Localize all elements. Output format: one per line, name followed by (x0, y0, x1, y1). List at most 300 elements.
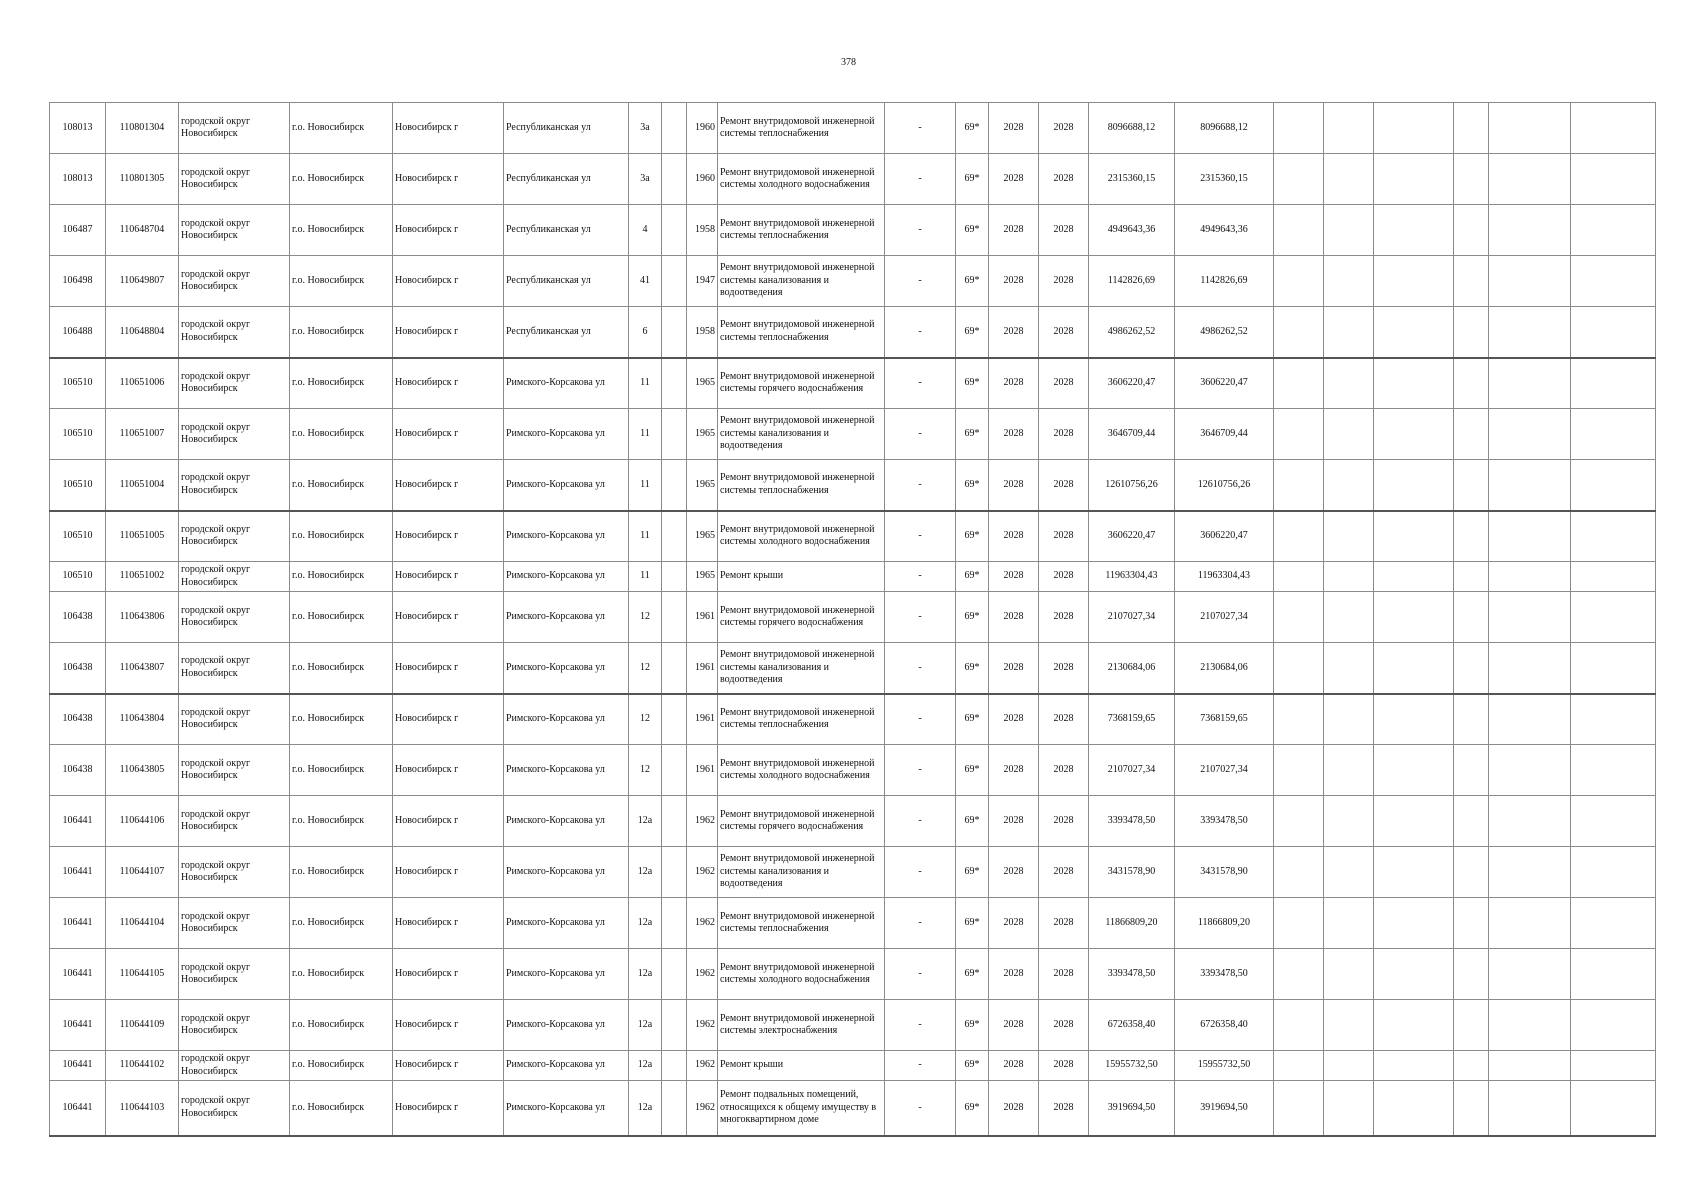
cell-end: 2028 (1039, 256, 1089, 307)
cell-empty (1454, 256, 1489, 307)
cell-year: 1961 (687, 745, 718, 796)
cell-end: 2028 (1039, 796, 1089, 847)
cell-letter (662, 643, 687, 694)
cell-start: 2028 (989, 103, 1039, 154)
cell-code: 110644103 (106, 1081, 179, 1136)
cell-cost: 1142826,69 (1089, 256, 1175, 307)
cell-work: Ремонт крыши (718, 1051, 885, 1081)
cell-municipality: городской округ Новосибирск (179, 256, 290, 307)
cell-settlement: г.о. Новосибирск (290, 745, 393, 796)
cell-cost: 3919694,50 (1089, 1081, 1175, 1136)
cell-work: Ремонт внутридомовой инженерной системы горячего водоснабжения (718, 358, 885, 409)
cell-work: Ремонт внутридомовой инженерной системы теплоснабжения (718, 694, 885, 745)
cell-letter (662, 694, 687, 745)
cell-code: 110648804 (106, 307, 179, 358)
table-row (50, 256, 1656, 307)
cell-empty (1571, 409, 1656, 460)
cell-work: Ремонт внутридомовой инженерной системы холодного водоснабжения (718, 745, 885, 796)
cell-municipality: городской округ Новосибирск (179, 307, 290, 358)
cell-empty (1324, 796, 1374, 847)
cell-id: 106441 (50, 796, 106, 847)
cell-cost2: 2107027,34 (1175, 592, 1274, 643)
cell-cost: 7368159,65 (1089, 694, 1175, 745)
cell-house: 12а (629, 847, 662, 898)
cell-empty (1454, 1000, 1489, 1051)
cell-year: 1961 (687, 592, 718, 643)
table-row (50, 898, 1656, 949)
cell-empty (1374, 460, 1454, 511)
table-row (50, 307, 1656, 358)
cell-empty (1324, 694, 1374, 745)
cell-year: 1958 (687, 307, 718, 358)
cell-house: 12 (629, 592, 662, 643)
cell-settlement: г.о. Новосибирск (290, 1000, 393, 1051)
cell-settlement: г.о. Новосибирск (290, 409, 393, 460)
cell-settlement: г.о. Новосибирск (290, 562, 393, 592)
cell-empty (1454, 307, 1489, 358)
cell-col12: - (885, 103, 956, 154)
cell-col12: - (885, 511, 956, 562)
cell-code: 110648704 (106, 205, 179, 256)
table-row (50, 358, 1656, 409)
cell-start: 2028 (989, 694, 1039, 745)
cell-year: 1962 (687, 847, 718, 898)
cell-id: 106510 (50, 562, 106, 592)
cell-cost2: 4949643,36 (1175, 205, 1274, 256)
cell-empty (1454, 796, 1489, 847)
cell-empty (1374, 562, 1454, 592)
cell-house: 11 (629, 460, 662, 511)
cell-letter (662, 256, 687, 307)
cell-id: 108013 (50, 154, 106, 205)
cell-municipality: городской округ Новосибирск (179, 1000, 290, 1051)
cell-street: Римского-Корсакова ул (504, 409, 629, 460)
cell-end: 2028 (1039, 103, 1089, 154)
cell-col13: 69* (956, 898, 989, 949)
cell-code: 110643806 (106, 592, 179, 643)
cell-empty (1324, 1000, 1374, 1051)
cell-work: Ремонт внутридомовой инженерной системы холодного водоснабжения (718, 949, 885, 1000)
cell-settlement: г.о. Новосибирск (290, 643, 393, 694)
cell-end: 2028 (1039, 1081, 1089, 1136)
cell-municipality: городской округ Новосибирск (179, 592, 290, 643)
cell-empty (1489, 745, 1571, 796)
cell-city: Новосибирск г (393, 847, 504, 898)
cell-empty (1489, 307, 1571, 358)
cell-house: 12а (629, 796, 662, 847)
cell-end: 2028 (1039, 949, 1089, 1000)
cell-empty (1274, 694, 1324, 745)
cell-cost2: 2130684,06 (1175, 643, 1274, 694)
cell-start: 2028 (989, 592, 1039, 643)
cell-cost: 3393478,50 (1089, 949, 1175, 1000)
cell-col12: - (885, 847, 956, 898)
cell-empty (1374, 358, 1454, 409)
cell-empty (1374, 154, 1454, 205)
cell-id: 106438 (50, 643, 106, 694)
cell-col13: 69* (956, 103, 989, 154)
cell-empty (1374, 511, 1454, 562)
table-row (50, 409, 1656, 460)
cell-year: 1961 (687, 643, 718, 694)
cell-settlement: г.о. Новосибирск (290, 460, 393, 511)
cell-settlement: г.о. Новосибирск (290, 1051, 393, 1081)
cell-empty (1571, 154, 1656, 205)
cell-cost: 2130684,06 (1089, 643, 1175, 694)
cell-end: 2028 (1039, 1000, 1089, 1051)
cell-empty (1274, 358, 1324, 409)
cell-work: Ремонт внутридомовой инженерной системы теплоснабжения (718, 307, 885, 358)
cell-letter (662, 1081, 687, 1136)
cell-col13: 69* (956, 205, 989, 256)
cell-start: 2028 (989, 460, 1039, 511)
cell-letter (662, 409, 687, 460)
cell-empty (1374, 103, 1454, 154)
cell-empty (1489, 1000, 1571, 1051)
cell-city: Новосибирск г (393, 205, 504, 256)
cell-col12: - (885, 745, 956, 796)
cell-col13: 69* (956, 1000, 989, 1051)
cell-end: 2028 (1039, 205, 1089, 256)
cell-house: 12а (629, 1081, 662, 1136)
cell-empty (1489, 1081, 1571, 1136)
cell-empty (1454, 103, 1489, 154)
cell-empty (1274, 592, 1324, 643)
cell-house: 12а (629, 1051, 662, 1081)
cell-municipality: городской округ Новосибирск (179, 460, 290, 511)
cell-empty (1374, 694, 1454, 745)
cell-col12: - (885, 1051, 956, 1081)
cell-municipality: городской округ Новосибирск (179, 409, 290, 460)
cell-street: Римского-Корсакова ул (504, 562, 629, 592)
cell-cost2: 2315360,15 (1175, 154, 1274, 205)
cell-id: 106438 (50, 592, 106, 643)
cell-col12: - (885, 205, 956, 256)
cell-id: 106441 (50, 1081, 106, 1136)
cell-letter (662, 847, 687, 898)
cell-city: Новосибирск г (393, 154, 504, 205)
cell-letter (662, 307, 687, 358)
cell-empty (1571, 745, 1656, 796)
cell-start: 2028 (989, 511, 1039, 562)
cell-year: 1962 (687, 898, 718, 949)
cell-year: 1960 (687, 103, 718, 154)
cell-empty (1324, 205, 1374, 256)
cell-municipality: городской округ Новосибирск (179, 511, 290, 562)
cell-letter (662, 562, 687, 592)
cell-code: 110644106 (106, 796, 179, 847)
cell-col13: 69* (956, 511, 989, 562)
cell-col12: - (885, 796, 956, 847)
cell-empty (1489, 847, 1571, 898)
cell-col12: - (885, 358, 956, 409)
cell-empty (1489, 460, 1571, 511)
cell-year: 1962 (687, 1000, 718, 1051)
cell-settlement: г.о. Новосибирск (290, 307, 393, 358)
cell-start: 2028 (989, 154, 1039, 205)
cell-code: 110651004 (106, 460, 179, 511)
cell-house: 11 (629, 358, 662, 409)
cell-house: 12 (629, 643, 662, 694)
cell-start: 2028 (989, 1000, 1039, 1051)
cell-cost2: 3393478,50 (1175, 796, 1274, 847)
cell-street: Римского-Корсакова ул (504, 745, 629, 796)
cell-empty (1454, 562, 1489, 592)
cell-year: 1947 (687, 256, 718, 307)
cell-empty (1374, 949, 1454, 1000)
cell-house: 3а (629, 103, 662, 154)
cell-municipality: городской округ Новосибирск (179, 358, 290, 409)
cell-cost2: 3606220,47 (1175, 511, 1274, 562)
cell-year: 1965 (687, 511, 718, 562)
cell-city: Новосибирск г (393, 256, 504, 307)
cell-city: Новосибирск г (393, 1000, 504, 1051)
cell-municipality: городской округ Новосибирск (179, 103, 290, 154)
cell-empty (1489, 409, 1571, 460)
cell-start: 2028 (989, 1081, 1039, 1136)
cell-end: 2028 (1039, 358, 1089, 409)
cell-cost2: 2107027,34 (1175, 745, 1274, 796)
cell-letter (662, 1051, 687, 1081)
cell-house: 6 (629, 307, 662, 358)
cell-empty (1454, 898, 1489, 949)
cell-empty (1571, 460, 1656, 511)
cell-start: 2028 (989, 358, 1039, 409)
cell-empty (1489, 103, 1571, 154)
cell-empty (1571, 256, 1656, 307)
cell-col13: 69* (956, 256, 989, 307)
cell-city: Новосибирск г (393, 898, 504, 949)
cell-code: 110651006 (106, 358, 179, 409)
cell-settlement: г.о. Новосибирск (290, 1081, 393, 1136)
cell-code: 110651005 (106, 511, 179, 562)
cell-cost: 8096688,12 (1089, 103, 1175, 154)
cell-house: 12 (629, 694, 662, 745)
cell-empty (1274, 847, 1324, 898)
cell-empty (1274, 643, 1324, 694)
cell-empty (1454, 847, 1489, 898)
cell-empty (1489, 898, 1571, 949)
table-row (50, 745, 1656, 796)
cell-settlement: г.о. Новосибирск (290, 694, 393, 745)
cell-id: 108013 (50, 103, 106, 154)
cell-id: 106498 (50, 256, 106, 307)
cell-empty (1274, 745, 1324, 796)
cell-id: 106510 (50, 511, 106, 562)
cell-empty (1374, 847, 1454, 898)
cell-city: Новосибирск г (393, 796, 504, 847)
table-row (50, 592, 1656, 643)
cell-house: 3а (629, 154, 662, 205)
cell-cost2: 1142826,69 (1175, 256, 1274, 307)
cell-work: Ремонт внутридомовой инженерной системы холодного водоснабжения (718, 154, 885, 205)
cell-cost2: 8096688,12 (1175, 103, 1274, 154)
cell-empty (1454, 643, 1489, 694)
cell-col12: - (885, 460, 956, 511)
cell-end: 2028 (1039, 307, 1089, 358)
cell-start: 2028 (989, 562, 1039, 592)
cell-empty (1374, 307, 1454, 358)
cell-end: 2028 (1039, 898, 1089, 949)
cell-year: 1962 (687, 949, 718, 1000)
cell-empty (1274, 409, 1324, 460)
cell-cost: 4949643,36 (1089, 205, 1175, 256)
cell-empty (1571, 796, 1656, 847)
cell-empty (1374, 643, 1454, 694)
cell-municipality: городской округ Новосибирск (179, 1051, 290, 1081)
cell-id: 106441 (50, 898, 106, 949)
cell-empty (1274, 256, 1324, 307)
repair-registry-table (49, 102, 1656, 1137)
cell-cost2: 15955732,50 (1175, 1051, 1274, 1081)
cell-empty (1454, 409, 1489, 460)
cell-id: 106510 (50, 358, 106, 409)
cell-col13: 69* (956, 643, 989, 694)
cell-empty (1324, 592, 1374, 643)
cell-city: Новосибирск г (393, 745, 504, 796)
cell-id: 106510 (50, 460, 106, 511)
cell-code: 110801304 (106, 103, 179, 154)
table-row (50, 949, 1656, 1000)
cell-start: 2028 (989, 898, 1039, 949)
cell-municipality: городской округ Новосибирск (179, 847, 290, 898)
cell-col13: 69* (956, 745, 989, 796)
cell-city: Новосибирск г (393, 307, 504, 358)
cell-street: Римского-Корсакова ул (504, 1081, 629, 1136)
table-row (50, 562, 1656, 592)
cell-empty (1571, 694, 1656, 745)
cell-col12: - (885, 409, 956, 460)
cell-settlement: г.о. Новосибирск (290, 949, 393, 1000)
cell-municipality: городской округ Новосибирск (179, 694, 290, 745)
cell-cost2: 7368159,65 (1175, 694, 1274, 745)
cell-empty (1274, 103, 1324, 154)
cell-cost: 6726358,40 (1089, 1000, 1175, 1051)
cell-year: 1962 (687, 796, 718, 847)
cell-cost: 3431578,90 (1089, 847, 1175, 898)
cell-municipality: городской округ Новосибирск (179, 898, 290, 949)
cell-work: Ремонт внутридомовой инженерной системы теплоснабжения (718, 205, 885, 256)
cell-col12: - (885, 562, 956, 592)
cell-empty (1489, 562, 1571, 592)
cell-street: Республиканская ул (504, 103, 629, 154)
cell-street: Римского-Корсакова ул (504, 358, 629, 409)
cell-empty (1454, 205, 1489, 256)
cell-end: 2028 (1039, 847, 1089, 898)
cell-work: Ремонт внутридомовой инженерной системы холодного водоснабжения (718, 511, 885, 562)
cell-empty (1454, 154, 1489, 205)
cell-letter (662, 358, 687, 409)
cell-empty (1324, 898, 1374, 949)
cell-empty (1489, 511, 1571, 562)
cell-empty (1324, 103, 1374, 154)
cell-id: 106488 (50, 307, 106, 358)
cell-empty (1571, 1000, 1656, 1051)
cell-end: 2028 (1039, 409, 1089, 460)
cell-empty (1489, 358, 1571, 409)
cell-empty (1489, 592, 1571, 643)
cell-code: 110649807 (106, 256, 179, 307)
cell-code: 110644109 (106, 1000, 179, 1051)
cell-start: 2028 (989, 409, 1039, 460)
cell-start: 2028 (989, 643, 1039, 694)
cell-municipality: городской округ Новосибирск (179, 796, 290, 847)
cell-code: 110644105 (106, 949, 179, 1000)
cell-settlement: г.о. Новосибирск (290, 103, 393, 154)
cell-work: Ремонт крыши (718, 562, 885, 592)
cell-empty (1454, 358, 1489, 409)
cell-empty (1454, 1081, 1489, 1136)
cell-cost2: 11866809,20 (1175, 898, 1274, 949)
cell-city: Новосибирск г (393, 643, 504, 694)
cell-work: Ремонт внутридомовой инженерной системы горячего водоснабжения (718, 592, 885, 643)
cell-col12: - (885, 1000, 956, 1051)
cell-cost: 11963304,43 (1089, 562, 1175, 592)
cell-col13: 69* (956, 154, 989, 205)
cell-city: Новосибирск г (393, 562, 504, 592)
cell-empty (1489, 949, 1571, 1000)
cell-empty (1324, 460, 1374, 511)
cell-empty (1374, 409, 1454, 460)
cell-empty (1374, 745, 1454, 796)
cell-city: Новосибирск г (393, 460, 504, 511)
cell-street: Республиканская ул (504, 256, 629, 307)
cell-empty (1374, 1081, 1454, 1136)
cell-street: Римского-Корсакова ул (504, 694, 629, 745)
cell-end: 2028 (1039, 562, 1089, 592)
cell-empty (1374, 1000, 1454, 1051)
cell-start: 2028 (989, 256, 1039, 307)
cell-city: Новосибирск г (393, 949, 504, 1000)
cell-empty (1454, 592, 1489, 643)
cell-letter (662, 511, 687, 562)
table-row (50, 1051, 1656, 1081)
cell-code: 110643807 (106, 643, 179, 694)
cell-settlement: г.о. Новосибирск (290, 592, 393, 643)
cell-empty (1489, 643, 1571, 694)
cell-col13: 69* (956, 592, 989, 643)
table-row (50, 154, 1656, 205)
cell-code: 110644104 (106, 898, 179, 949)
cell-start: 2028 (989, 949, 1039, 1000)
cell-city: Новосибирск г (393, 103, 504, 154)
cell-end: 2028 (1039, 1051, 1089, 1081)
cell-house: 41 (629, 256, 662, 307)
cell-end: 2028 (1039, 745, 1089, 796)
cell-letter (662, 745, 687, 796)
cell-city: Новосибирск г (393, 409, 504, 460)
cell-col13: 69* (956, 562, 989, 592)
cell-empty (1324, 745, 1374, 796)
cell-work: Ремонт внутридомовой инженерной системы электроснабжения (718, 1000, 885, 1051)
cell-house: 12 (629, 745, 662, 796)
table-row (50, 205, 1656, 256)
cell-empty (1454, 511, 1489, 562)
cell-empty (1324, 511, 1374, 562)
cell-settlement: г.о. Новосибирск (290, 256, 393, 307)
cell-id: 106441 (50, 1000, 106, 1051)
cell-empty (1274, 949, 1324, 1000)
cell-empty (1274, 511, 1324, 562)
cell-cost2: 3431578,90 (1175, 847, 1274, 898)
cell-cost2: 3393478,50 (1175, 949, 1274, 1000)
cell-id: 106510 (50, 409, 106, 460)
cell-start: 2028 (989, 205, 1039, 256)
cell-empty (1489, 205, 1571, 256)
cell-cost: 3393478,50 (1089, 796, 1175, 847)
cell-empty (1374, 796, 1454, 847)
cell-empty (1324, 307, 1374, 358)
